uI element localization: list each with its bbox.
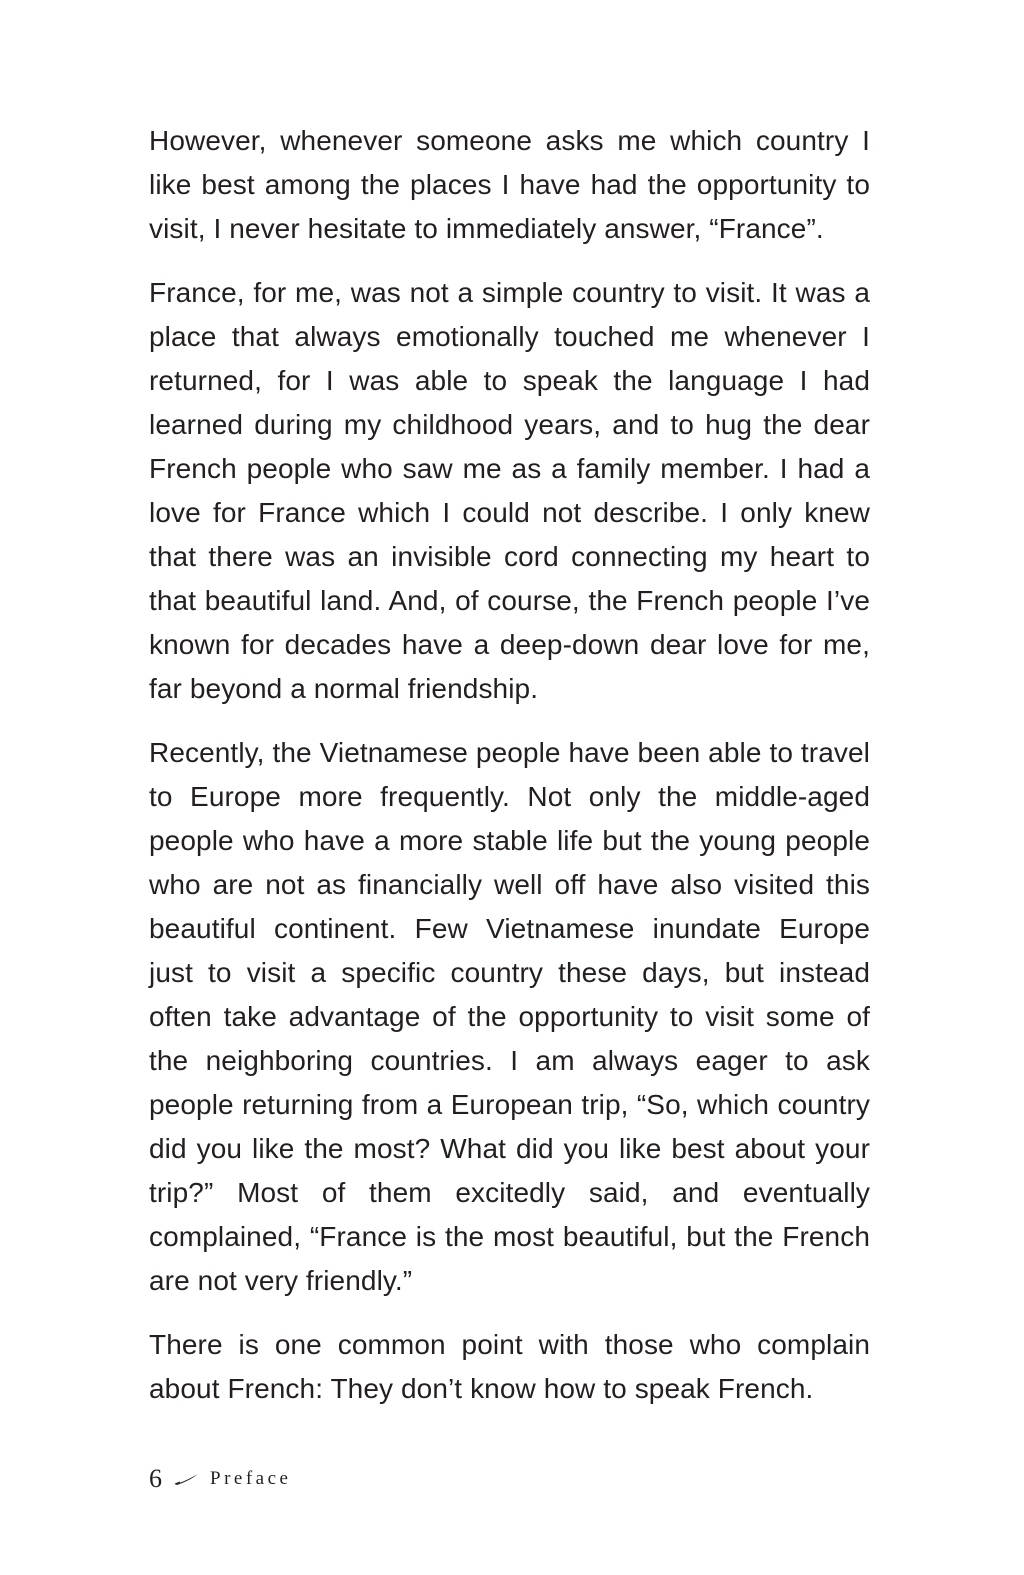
body-text xyxy=(149,119,870,1411)
paragraph-2: France, for me, was not a simple country to visit. It was a place that always emotionally touched me whenever I returned, for I was able to speak the language I had learned during my childhood years, and to hug the dear French people who saw me as a family member. I had a love for France which I could not describe. I only knew that there was an invisible cord connecting my heart to that beautiful land. And, of course, the French people I’ve known for decades have a deep-down dear love for me, far beyond a normal friendship. xyxy=(149,277,870,704)
section-name: Preface xyxy=(210,1468,292,1489)
paragraph-3: Recently, the Vietnamese people have been able to travel to Europe more frequently. Not only the middle-aged people who have a more stable life but the young people who are not as financially well off have also visited this beautiful continent. Few Vietnamese inundate Europe just to visit a specific country these days, but instead often take advantage of the opportunity to visit some of the neighboring countries. I am always eager to ask people returning from a European trip, “So, which country did you like the most? What did you like best about your trip?” Most of them excitedly said, and eventually complained, “France is the most beautiful, but the French are not very friendly.” xyxy=(149,737,870,1296)
page-number: 6 xyxy=(149,1464,162,1493)
page-footer xyxy=(149,1462,291,1496)
paragraph-4: There is one common point with those who complain about French: They don’t know how to speak French. xyxy=(149,1329,870,1404)
leaf-ornament-icon xyxy=(174,1472,200,1486)
paragraph-1: However, whenever someone asks me which country I like best among the places I have had the opportunity to visit, I never hesitate to immediately answer, “France”. xyxy=(149,125,870,244)
